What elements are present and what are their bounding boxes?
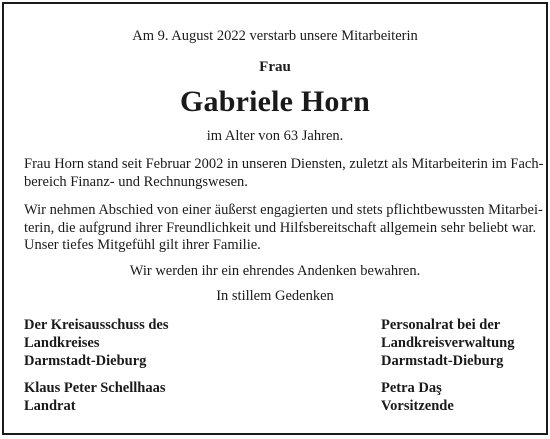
obituary-notice: [2, 2, 548, 435]
service-paragraph-line: Frau Horn stand seit Februar 2002 in unseren Diensten, zuletzt als Mitarbeiterin im Fach-: [24, 156, 544, 172]
deceased-name: Gabriele Horn: [179, 85, 371, 118]
signature-chairperson: [381, 379, 454, 415]
service-paragraph-line: bereich Finanz- und Rechnungswesen.: [24, 173, 248, 190]
farewell-paragraph-line: terin, die aufgrund ihrer Freundlichkeit und Hilfsbereitschaft allgemein sehr beliebt war.: [24, 219, 537, 236]
signature-district-administrator: [24, 379, 166, 415]
signature-person-title: Vorsitzende: [381, 398, 454, 414]
signature-county-committee: [24, 316, 168, 370]
memory-line: In stillem Gedenken: [216, 288, 334, 304]
signature-line: Darmstadt-Dieburg: [24, 353, 147, 369]
signature-line: Personalrat bei der: [381, 317, 501, 333]
signature-line: Darmstadt-Dieburg: [381, 353, 504, 369]
farewell-paragraph-line: Unser tiefes Mitgefühl gilt ihrer Familie.: [24, 237, 261, 253]
signature-line: Landkreisverwaltung: [381, 335, 515, 351]
age-line: im Alter von 63 Jahren.: [206, 128, 344, 144]
signature-person-name: Petra Daş: [381, 380, 442, 396]
signature-line: Landkreises: [24, 335, 100, 351]
signature-person-name: Klaus Peter Schellhaas: [24, 380, 166, 396]
farewell-paragraph-line: Wir nehmen Abschied von einer äußerst engagierten und stets pflichtbewussten Mitarbei-: [24, 202, 543, 218]
farewell-paragraph: [24, 202, 543, 255]
service-paragraph: [24, 156, 544, 191]
signature-staff-council: [381, 316, 514, 370]
signature-line: Der Kreisausschuss des: [24, 317, 169, 333]
intro-line: Am 9. August 2022 verstarb unsere Mitarbeiterin: [132, 28, 418, 44]
honorific: Frau: [259, 59, 291, 75]
closing-line: Wir werden ihr ein ehrendes Andenken bewahren.: [129, 263, 421, 279]
signature-person-title: Landrat: [24, 398, 76, 414]
